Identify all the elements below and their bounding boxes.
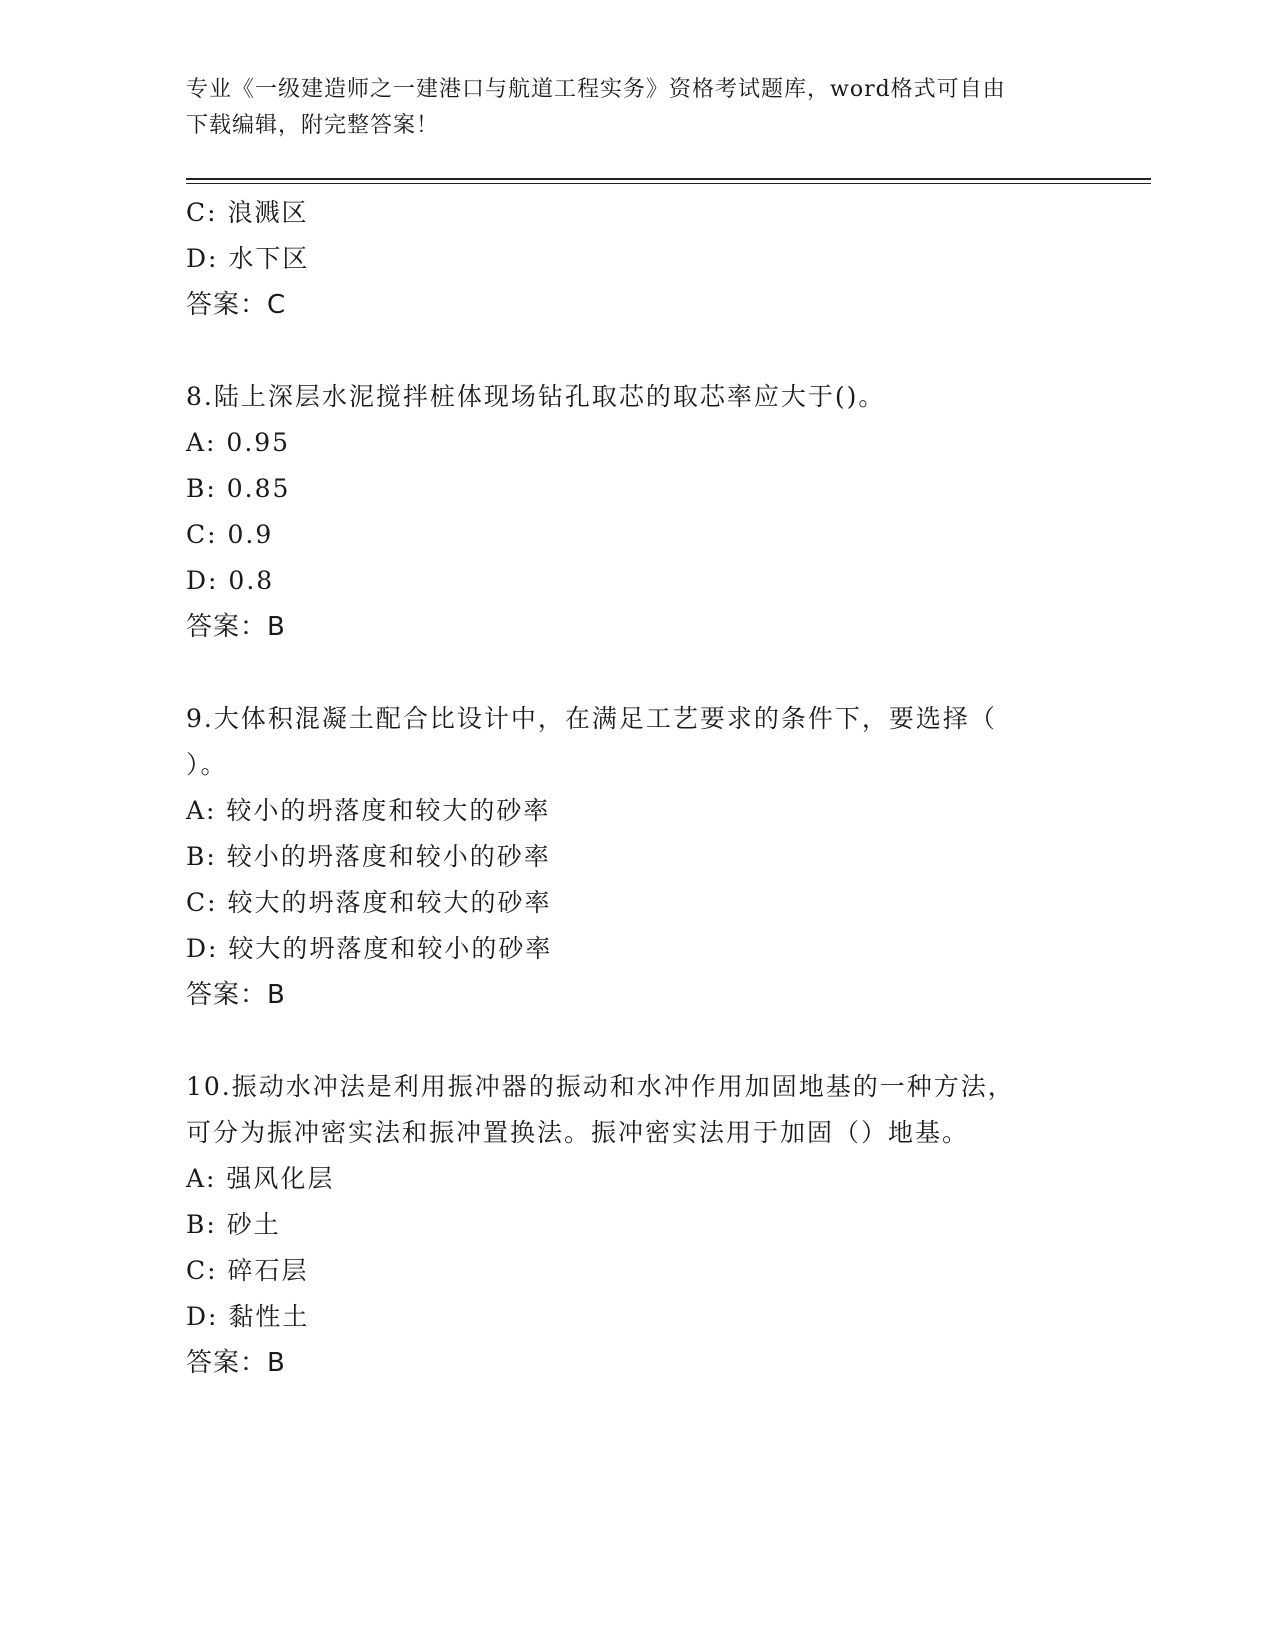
header-divider-thick bbox=[186, 178, 1151, 180]
option-c: C: 0.9 bbox=[186, 520, 274, 549]
option-d: D: 黏性土 bbox=[186, 1302, 310, 1331]
header-line-1: 专业《一级建造师之一建港口与航道工程实务》资格考试题库，word格式可自由 bbox=[186, 77, 1006, 102]
question-list bbox=[186, 190, 1086, 1386]
spacer bbox=[186, 328, 1086, 374]
question-8 bbox=[186, 374, 1086, 650]
option-b: B: 较小的坍落度和较小的砂率 bbox=[186, 842, 551, 871]
header-divider-thin bbox=[186, 183, 1151, 184]
option-c: C: 浪溅区 bbox=[186, 198, 309, 227]
question-stem-continued: ）。 bbox=[186, 750, 228, 779]
option-c: C: 碎石层 bbox=[186, 1256, 309, 1285]
option-a: A: 较小的坍落度和较大的砂率 bbox=[186, 796, 551, 825]
answer-line: 答案：B bbox=[186, 612, 286, 642]
answer-line: 答案：C bbox=[186, 290, 287, 320]
option-d: D: 较大的坍落度和较小的砂率 bbox=[186, 934, 553, 963]
option-b: B: 0.85 bbox=[186, 474, 291, 503]
answer-line: 答案：B bbox=[186, 980, 286, 1010]
option-a: A: 0.95 bbox=[186, 428, 291, 457]
document-header bbox=[186, 72, 1066, 144]
question-stem-continued: 可分为振冲密实法和振冲置换法。振冲密实法用于加固（）地基。 bbox=[186, 1118, 970, 1147]
option-c: C: 较大的坍落度和较大的砂率 bbox=[186, 888, 552, 917]
question-9 bbox=[186, 696, 1086, 1018]
spacer bbox=[186, 1018, 1086, 1064]
header-line-2: 下载编辑，附完整答案！ bbox=[186, 113, 440, 138]
question-10 bbox=[186, 1064, 1086, 1386]
option-d: D: 0.8 bbox=[186, 566, 275, 595]
option-a: A: 强风化层 bbox=[186, 1164, 335, 1193]
option-d: D: 水下区 bbox=[186, 244, 310, 273]
answer-line: 答案：B bbox=[186, 1348, 286, 1378]
question-stem: 9.大体积混凝土配合比设计中，在满足工艺要求的条件下，要选择（ bbox=[186, 704, 997, 733]
option-b: B: 砂土 bbox=[186, 1210, 281, 1239]
question-7-tail bbox=[186, 190, 1086, 328]
question-stem: 8.陆上深层水泥搅拌桩体现场钻孔取芯的取芯率应大于()。 bbox=[186, 382, 886, 411]
spacer bbox=[186, 650, 1086, 696]
question-stem: 10.振动水冲法是利用振冲器的振动和水冲作用加固地基的一种方法， bbox=[186, 1072, 1015, 1101]
